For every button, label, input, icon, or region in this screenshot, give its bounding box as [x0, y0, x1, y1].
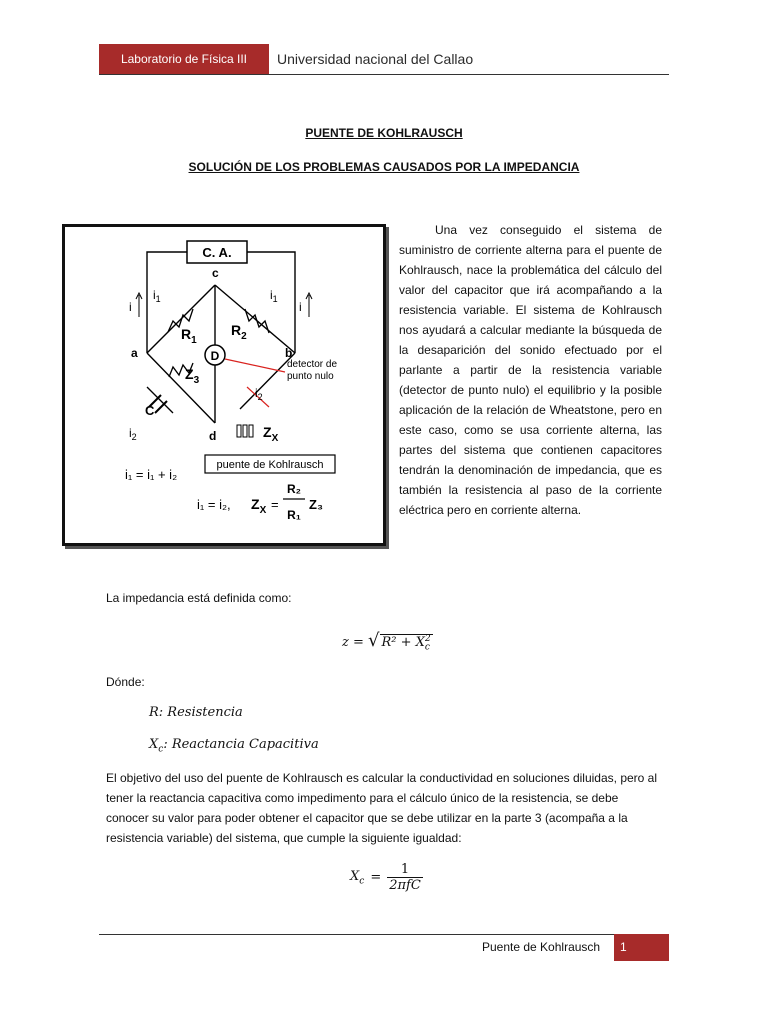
- kohlrausch-bridge-figure: [62, 224, 386, 546]
- branch-a-d: [147, 353, 215, 423]
- intro-paragraph: Una vez conseguido el sistema de suministro de corriente alterna para el puente de Kohlrausch, nace la problemática del cálculo del valor del capacitor que irá acompañando a la resistencia variable. El sistema de Kohlrausch nos ayudará a calcular mediante la búsqueda de la desaparición del sonido efectuado por el parlante a partir de la resistencia variable (detector de punto nulo) el equilibrio y la posible aplicación de la relación de Wheatstone, pero en este caso, como se usa corriente alterna, las partes del sistema que contienen capacitores tendrán la denominación de impedancia, que es también la resistencia al paso de la corriente eléctrica pero en corriente alterna.: [399, 223, 662, 517]
- page-title: PUENTE DE KOHLRAUSCH: [305, 126, 463, 140]
- r1-label: $R_1$: [181, 326, 197, 346]
- zx-label: $Z_X$: [263, 424, 279, 444]
- equation-equal-currents: i₁ = i₂,: [197, 497, 231, 512]
- current-i-right: i: [299, 300, 302, 314]
- formula-reactance: $X_c$ = 1 2πfC: [350, 862, 421, 893]
- header-divider: [99, 74, 669, 75]
- page-number: 1: [614, 934, 669, 961]
- equation-zx-numerator: R₂: [287, 482, 301, 496]
- formula-z-lhs: z =: [342, 635, 364, 650]
- current-i-left: i: [129, 300, 132, 314]
- detector-text-2: punto nulo: [287, 371, 334, 382]
- node-a-label: a: [131, 346, 138, 360]
- page-subtitle: SOLUCIÓN DE LOS PROBLEMAS CAUSADOS POR LA IMPEDANCIA: [188, 160, 580, 174]
- zx-electrode-1: [237, 425, 241, 437]
- resistor-r2: [245, 309, 269, 333]
- branch-c-b: [215, 285, 295, 353]
- formula-impedance: [342, 630, 433, 653]
- footer-title: Puente de Kohlrausch: [482, 940, 601, 954]
- ca-source-label: C. A.: [202, 245, 232, 260]
- current-i2-left: $i_2$: [129, 426, 137, 442]
- caption-label: puente de Kohlrausch: [216, 459, 324, 471]
- current-i2-right: $i_2$: [255, 386, 263, 402]
- impedance-intro: La impedancia está definida como:: [106, 591, 292, 605]
- formula-z-radicand: $R^2 + X_c^2$: [381, 633, 431, 653]
- z3-label: $Z_3$: [185, 366, 200, 386]
- footer-divider: [99, 934, 669, 935]
- current-i1-left: $i_1$: [153, 288, 161, 304]
- equation-currents: i₁ = i₁ + i₂: [125, 467, 178, 482]
- capacitor-plate-2: [155, 401, 167, 413]
- sqrt-symbol: √: [368, 630, 380, 651]
- zx-electrode-2: [243, 425, 247, 437]
- node-c-label: c: [212, 266, 219, 280]
- definition-r: R: Resistencia: [149, 705, 243, 720]
- node-b-label: b: [285, 346, 293, 360]
- definition-xc: $X_c$: Reactancia Capacitiva: [149, 737, 319, 755]
- formula-xc-denominator: 2πfC: [389, 878, 421, 893]
- node-d-label: d: [209, 429, 217, 443]
- capacitor-label: C: [145, 403, 155, 418]
- arrow-left: [136, 293, 142, 317]
- wire-right: [247, 252, 295, 353]
- equation-zx-equals: =: [271, 497, 279, 512]
- equation-zx-lhs: $Z_X$: [251, 496, 267, 516]
- detector-label: D: [210, 349, 220, 363]
- where-label: Dónde:: [106, 675, 145, 689]
- formula-xc-numerator: 1: [400, 862, 410, 877]
- header-university: Universidad nacional del Callao: [277, 51, 474, 67]
- header-lab-label: Laboratorio de Física III: [99, 44, 269, 75]
- detector-pointer: [225, 359, 285, 372]
- zx-electrode-3: [249, 425, 253, 437]
- equation-zx-denominator: R₁: [287, 508, 301, 522]
- bridge-diagram: [65, 227, 383, 543]
- objective-paragraph: El objetivo del uso del puente de Kohlrausch es calcular la conductividad en soluciones diluidas, pero al tener la reactancia capacitiva como impedimento para el cálculo único de la resistencia, se debe conocer su valor para poder obtener el capacitor que se debe utilizar en la parte 3 (acompaña a la resistencia variable) del sistema, que cumple la siguiente igualdad:: [106, 771, 658, 845]
- r2-label: $R_2$: [231, 322, 247, 342]
- equation-zx-rhs: Z₃: [309, 497, 323, 512]
- detector-text-1: detector de: [287, 359, 338, 370]
- current-i1-right: $i_1$: [270, 288, 278, 304]
- arrow-right: [306, 293, 312, 317]
